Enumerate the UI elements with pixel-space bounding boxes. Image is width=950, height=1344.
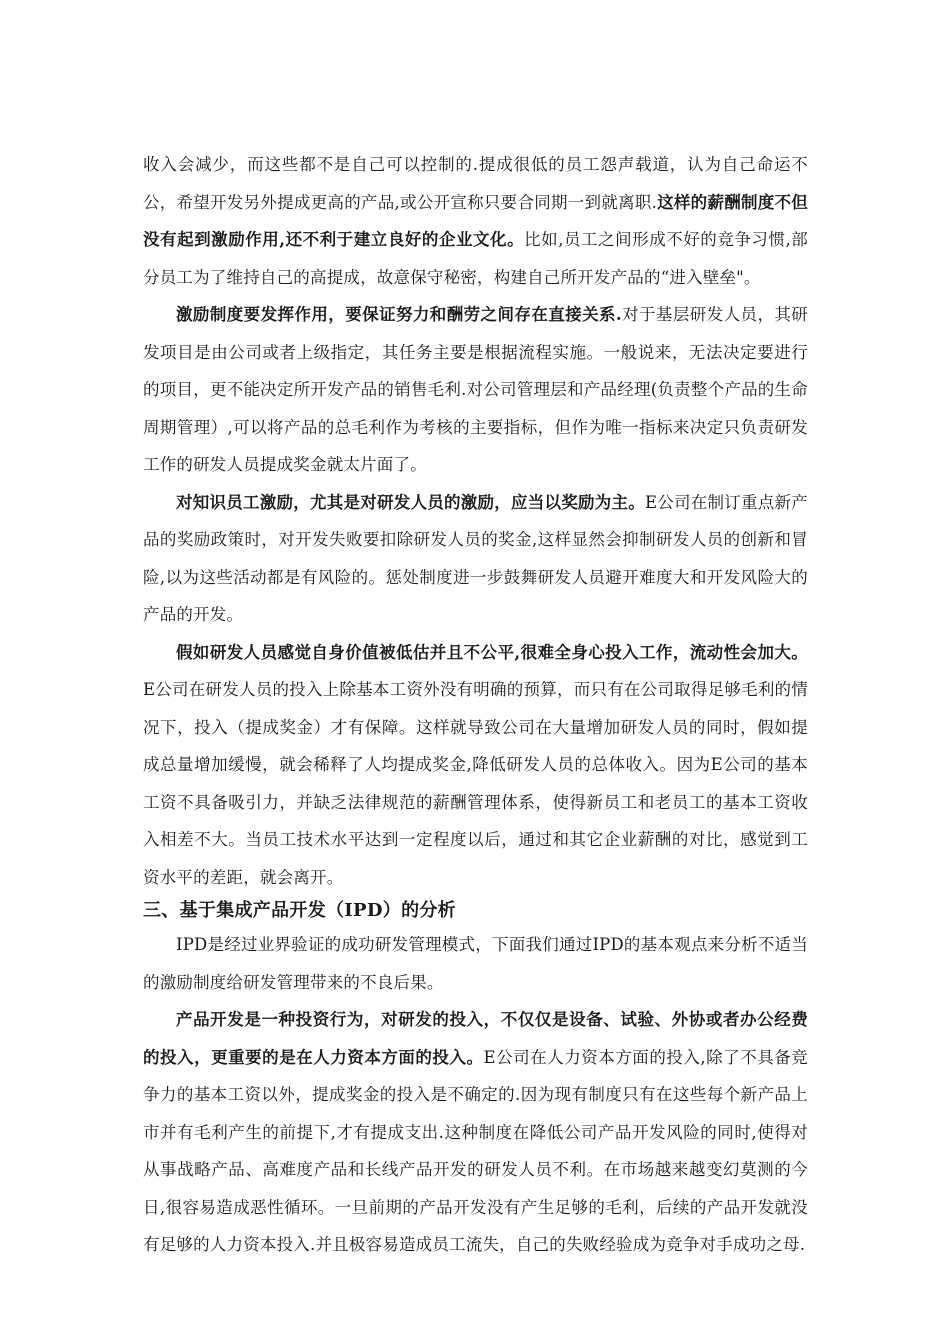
- paragraph-4-text: E公司在研发人员的投入上除基本工资外没有明确的预算，而只有在公司取得足够毛利的情况下，投入（提成奖金）才有保障。这样就导致公司在大量增加研发人员的同时，假如提成总量增加缓慢，就会稀释了人均提成奖金,降低研发人员的总体收入。因为E公司的基本工资不具备吸引力，并缺乏法律规范的薪酬管理体系，使得新员工和老员工的基本工资收入相差不大。当员工技术水平达到一定程度以后，通过和其它企业薪酬的对比，感觉到工资水平的差距，就会离开。: [143, 680, 808, 887]
- paragraph-3-bold: 对知识员工激励，尤其是对研发人员的激励，应当以奖励为主。: [176, 492, 645, 512]
- paragraph-4-bold: 假如研发人员感觉自身价值被低估并且不公平,很难全身心投入工作，流动性会加大。: [176, 642, 808, 662]
- paragraph-1: [143, 146, 808, 296]
- paragraph-2-text: 对于基层研发人员，其研发项目是由公司或者上级指定，其任务主要是根据流程实施。一般说来，无法决定要进行的项目，更不能决定所开发产品的销售毛利.对公司管理层和产品经理(负责整个产品的生命周期管理）,可以将产品的总毛利作为考核的主要指标，但作为唯一指标来决定只负责研发工作的研发人员提成奖金就太片面了。: [143, 305, 808, 474]
- section-heading: 三、基于集成产品开发（IPD）的分析: [143, 900, 456, 921]
- document-page: [143, 146, 808, 1264]
- paragraph-5-text: IPD是经过业界验证的成功研发管理模式，下面我们通过IPD的基本观点来分析不适当的激励制度给研发管理带来的不良后果。: [143, 935, 808, 992]
- paragraph-3: [143, 484, 808, 634]
- paragraph-4: [143, 634, 808, 897]
- paragraph-1-bold: 这样的薪酬制度不但没有起到激励作用,还不利于建立良好的企业文化。: [143, 192, 808, 249]
- paragraph-6-bold: 产品开发是一种投资行为，对研发的投入，不仅仅是设备、试验、外协或者办公经费的投入，更重要的是在人力资本方面的投入。: [143, 1010, 808, 1067]
- paragraph-1-text-b: 比如,员工之间形成不好的竞争习惯,部分员工为了维持自己的高提成，故意保守秘密，构建自己所开发产品的“进入壁垒"。: [143, 230, 808, 287]
- paragraph-5: [143, 926, 808, 1001]
- paragraph-6: [143, 1001, 808, 1264]
- paragraph-1-text-a: 收入会减少，而这些都不是自己可以控制的.提成很低的员工怨声载道，认为自己命运不公，希望开发另外提成更高的产品,或公开宣称只要合同期一到就离职.: [143, 155, 808, 212]
- paragraph-6-text: E公司在人力资本方面的投入,除了不具备竞争力的基本工资以外，提成奖金的投入是不确定的.因为现有制度只有在这些每个新产品上市并有毛利产生的前提下,才有提成支出.这种制度在降低公司产品开发风险的同时,使得对从事战略产品、高难度产品和长线产品开发的研发人员不利。在市场越来越变幻莫测的今日,很容易造成恶性循环。一旦前期的产品开发没有产生足够的毛利，后续的产品开发就没有足够的人力资本投入.并且极容易造成员工流失，自己的失败经验成为竞争对手成功之母.: [143, 1047, 808, 1254]
- paragraph-3-text: E公司在制订重点新产品的奖励政策时，对开发失败要扣除研发人员的奖金,这样显然会抑制研发人员的创新和冒险,以为这些活动都是有风险的。惩处制度进一步鼓舞研发人员避开难度大和开发风险大的产品的开发。: [143, 492, 808, 624]
- paragraph-2: [143, 296, 808, 484]
- paragraph-2-bold: 激励制度要发挥作用，要保证努力和酬劳之间存在直接关系.: [176, 305, 622, 324]
